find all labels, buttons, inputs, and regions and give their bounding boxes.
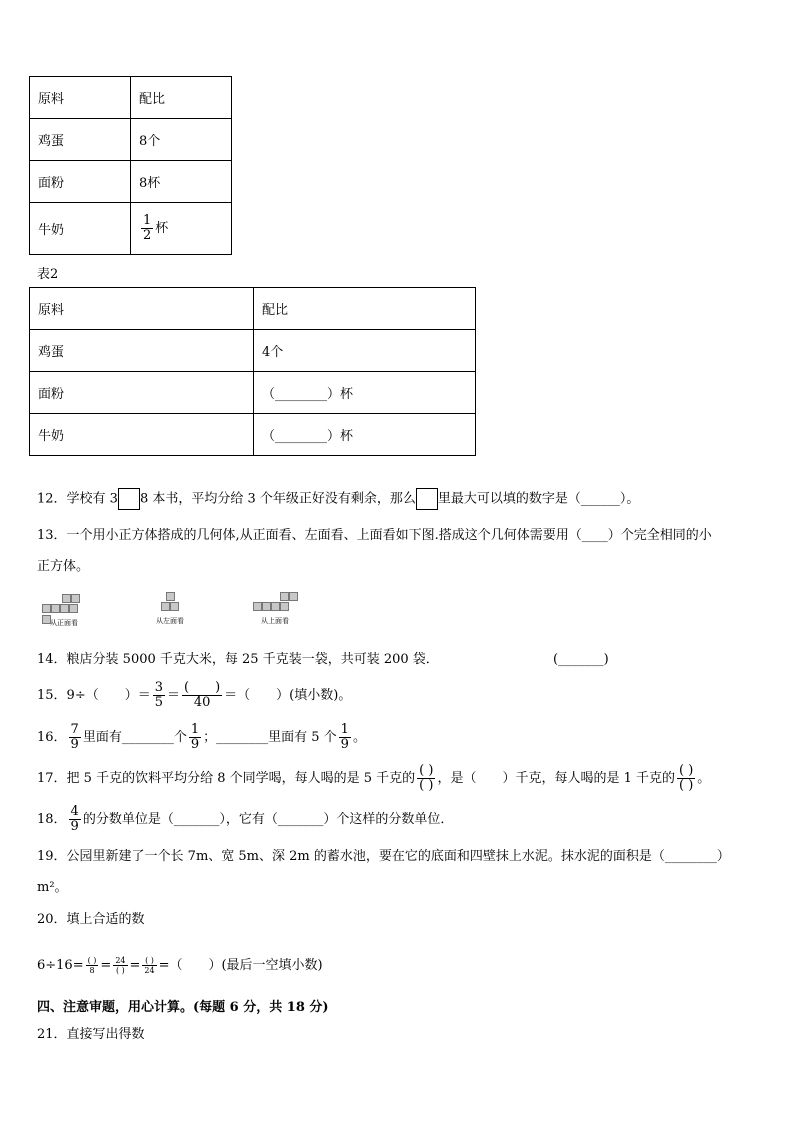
question-14: 14．粮店分装 5000 千克大米，每 25 千克装一袋，共可装 200 袋． — [37, 652, 439, 667]
question-20-title: 20．填上合适的数 — [37, 912, 145, 927]
table1-cell: 牛奶 — [30, 203, 131, 255]
table1-cell: 面粉 — [30, 161, 131, 203]
fraction: $\frac{1}{2}$ — [143, 213, 152, 243]
question-20: 6÷16= $\frac{( )}{8}$ = $\frac{24}{( )}$ = $\frac{( )}{24}$ =（ ）(最后一空填小数) — [37, 956, 323, 975]
table2-cell: 牛奶 — [30, 414, 254, 456]
table1-cell: 8杯 — [131, 161, 232, 203]
blank-box[interactable] — [118, 488, 140, 510]
blank-box[interactable] — [416, 488, 438, 510]
question-14-answer: (_______) — [553, 652, 609, 667]
question-12: 12．学校有 3 8 本书，平均分给 3 个年级正好没有剩余，那么 里最大可以填的数字是（______）。 — [37, 488, 639, 510]
table2-header-ingredient: 原料 — [30, 288, 254, 330]
table2-cell: （________）杯 — [254, 414, 476, 456]
question-18: 18． $\frac{4}{9}$ 的分数单位是（_______），它有（_______）个这样的分数单位． — [37, 804, 454, 834]
section-4-heading: 四、注意审题，用心计算。(每题 6 分，共 18 分) — [37, 1000, 329, 1015]
table2-cell: 鸡蛋 — [30, 330, 254, 372]
table2-header-ratio: 配比 — [254, 288, 476, 330]
question-13-line2: 正方体。 — [37, 559, 90, 574]
table2-cell: 面粉 — [30, 372, 254, 414]
table2-label: 表2 — [37, 267, 59, 282]
table1-header-ingredient: 原料 — [30, 77, 131, 119]
table1-cell: 鸡蛋 — [30, 119, 131, 161]
table2-cell: （________）杯 — [254, 372, 476, 414]
question-13-line1: 13．一个用小正方体搭成的几何体,从正面看、左面看、上面看如下图.搭成这个几何体需要用（____）个完全相同的小 — [37, 528, 712, 543]
table2-cell: 4个 — [254, 330, 476, 372]
table1-cell-milk: $\frac{1}{2}$ 杯 — [131, 203, 232, 255]
recipe-table-1 — [29, 76, 232, 255]
question-16: 16． $\frac{7}{9}$ 里面有________个 $\frac{1}{9}$ ；________里面有 5 个 $\frac{1}{9}$ 。 — [37, 722, 366, 752]
question-21: 21．直接写出得数 — [37, 1027, 145, 1042]
front-view-caption: 从正面看 — [50, 619, 78, 627]
question-15: 15．9÷（ ）＝ $\frac{3}{5}$ ＝ $\frac{( )}{40}$ ＝（ ）(填小数)。 — [37, 680, 352, 710]
question-19-line2: m²。 — [37, 880, 68, 895]
top-view-figure — [252, 592, 298, 626]
recipe-table-2 — [29, 287, 476, 456]
top-view-caption: 从上面看 — [261, 617, 289, 625]
table1-header-ratio: 配比 — [131, 77, 232, 119]
question-19-line1: 19．公园里新建了一个长 7m、宽 5m、深 2m 的蓄水池，要在它的底面和四壁抹上水泥。抹水泥的面积是（________） — [37, 849, 730, 864]
table1-cell: 8个 — [131, 119, 232, 161]
question-17: 17．把 5 千克的饮料平均分给 8 个同学喝，每人喝的是 5 千克的 $\frac{( )}{( )}$ ，是（ ）千克，每人喝的是 1 千克的 $\frac{( )}{( )}$ 。 — [37, 763, 711, 793]
left-view-caption: 从左面看 — [156, 617, 184, 625]
front-view-figure — [42, 594, 86, 628]
left-view-figure — [150, 592, 190, 626]
